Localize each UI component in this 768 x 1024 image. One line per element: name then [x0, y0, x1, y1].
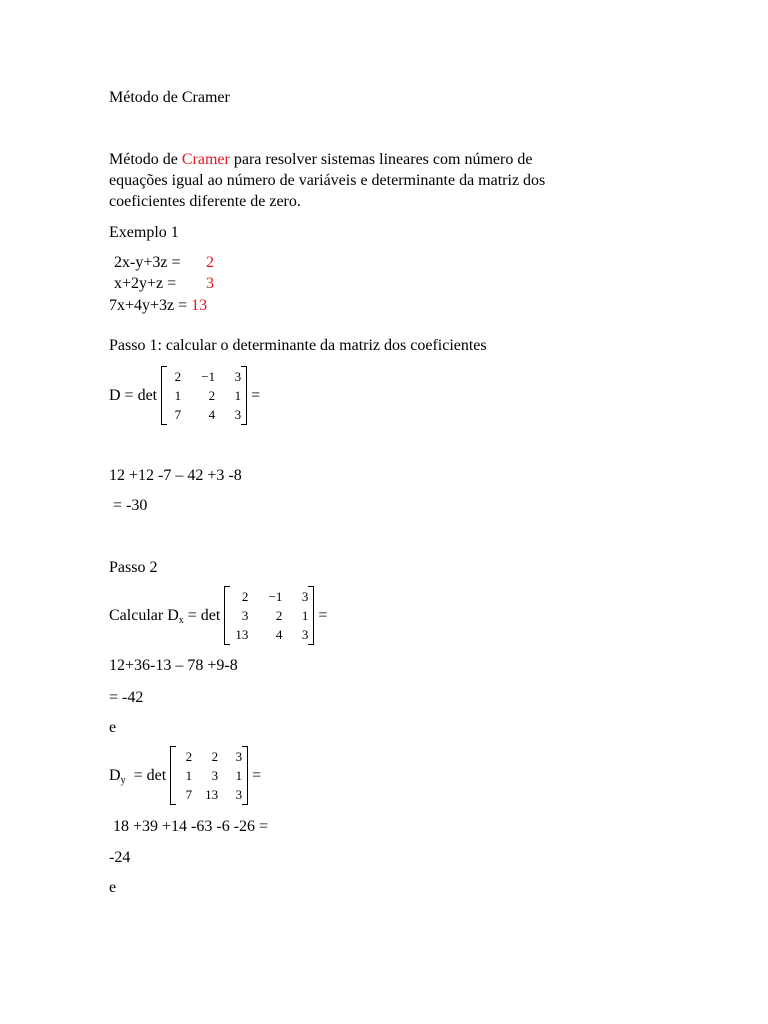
dy-expansion: 18 +39 +14 -63 -6 -26 = — [113, 818, 269, 835]
matrix-cell: 1 — [235, 768, 243, 783]
equation-2-lhs: x+2y+z = — [114, 275, 177, 292]
equation-1 — [114, 253, 214, 273]
matrix-cell: 2 — [241, 589, 249, 604]
dx-matrix-cells — [224, 586, 314, 645]
matrix-cell: 1 — [174, 388, 182, 403]
dy-subscript: y — [120, 774, 126, 786]
dx-det-text: = det — [183, 606, 221, 624]
dy-prefix-text: D — [109, 766, 121, 784]
dy-det-text: = det — [125, 766, 167, 784]
dy-result: -24 — [109, 849, 131, 866]
matrix-cell: 3 — [235, 749, 243, 764]
connector-e-1: e — [109, 719, 117, 736]
equation-1-rhs: 2 — [206, 254, 214, 271]
determinant-dx-row — [109, 586, 327, 645]
matrix-cell: 3 — [301, 627, 309, 642]
step-1-expansion: 12 +12 -7 – 42 +3 -8 — [109, 467, 242, 484]
matrix-cell: 7 — [185, 787, 193, 802]
determinant-dy-row — [109, 746, 261, 805]
matrix-cell: 7 — [174, 407, 182, 422]
step-1-label: Passo 1: calcular o determinante da matriz dos coeficientes — [109, 337, 487, 354]
matrix-cell: 3 — [234, 369, 242, 384]
matrix-cell: 2 — [174, 369, 182, 384]
matrix-cell: 3 — [301, 589, 309, 604]
equation-3-lhs: 7x+4y+3z = — [109, 297, 188, 314]
matrix-cell: 2 — [275, 608, 283, 623]
intro-line-2: equações igual ao número de variáveis e determinante da matriz dos — [109, 172, 546, 189]
matrix-cell: 4 — [208, 407, 216, 422]
equation-2-rhs: 3 — [206, 275, 214, 292]
equation-3 — [109, 296, 207, 316]
matrix-cell: −1 — [201, 369, 216, 384]
cramer-highlight: Cramer — [181, 151, 230, 168]
determinant-dy-prefix — [109, 767, 166, 785]
determinant-dx-suffix: = — [318, 606, 328, 624]
page-title: Método de Cramer — [109, 89, 230, 106]
equation-3-rhs: 13 — [191, 297, 208, 314]
dy-matrix-cells — [170, 746, 248, 805]
example-label: Exemplo 1 — [109, 224, 179, 241]
intro-line-3: coeficientes diferente de zero. — [109, 193, 301, 210]
matrix-cell: 1 — [234, 388, 242, 403]
step-1-result: = -30 — [113, 497, 148, 514]
coefficient-matrix-cells — [161, 366, 247, 425]
matrix-cell: 3 — [241, 608, 249, 623]
dx-matrix — [224, 586, 314, 645]
matrix-cell: −1 — [268, 589, 283, 604]
dx-subscript: x — [178, 614, 184, 626]
dx-prefix-text: Calcular D — [109, 606, 179, 624]
matrix-cell: 2 — [185, 749, 193, 764]
coefficient-matrix — [161, 366, 247, 425]
matrix-cell: 2 — [208, 388, 216, 403]
matrix-cell: 2 — [211, 749, 219, 764]
equation-2 — [114, 274, 214, 294]
matrix-cell: 3 — [235, 787, 243, 802]
dy-matrix — [170, 746, 248, 805]
dx-expansion: 12+36-13 – 78 +9-8 — [109, 657, 238, 674]
step-2-label: Passo 2 — [109, 559, 158, 576]
matrix-cell: 1 — [185, 768, 193, 783]
intro-text-b: para resolver sistemas lineares com número de — [229, 151, 533, 168]
dx-result: = -42 — [109, 689, 144, 706]
matrix-cell: 13 — [235, 627, 249, 642]
matrix-cell: 3 — [234, 407, 242, 422]
matrix-cell: 13 — [205, 787, 219, 802]
matrix-cell: 4 — [275, 627, 283, 642]
determinant-d-prefix: D = det — [109, 386, 158, 404]
matrix-cell: 3 — [211, 768, 219, 783]
determinant-dy-suffix: = — [252, 766, 262, 784]
intro-line-1 — [109, 150, 532, 170]
equation-1-lhs: 2x-y+3z = — [114, 254, 181, 271]
determinant-d-row — [109, 366, 260, 425]
determinant-d-suffix: = — [251, 386, 261, 404]
connector-e-2: e — [109, 879, 117, 896]
matrix-cell: 1 — [301, 608, 309, 623]
intro-text-a: Método de — [109, 151, 182, 168]
determinant-dx-prefix — [109, 607, 220, 625]
